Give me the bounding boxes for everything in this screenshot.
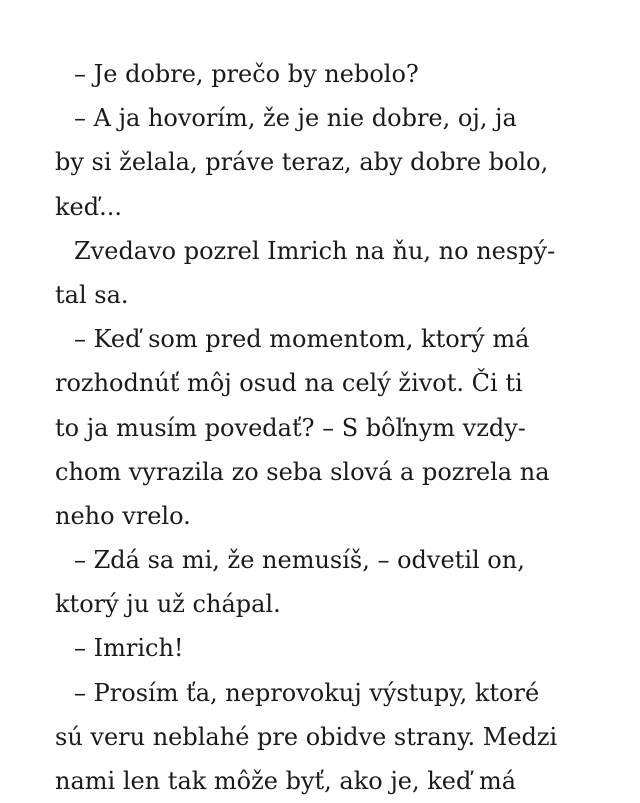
text-line: – Zdá sa mi, že nemusíš, – odvetil on,	[74, 546, 525, 575]
text-line: – Keď som pred momentom, ktorý má	[74, 325, 530, 354]
text-line: keď...	[55, 192, 122, 221]
text-line: neho vrelo.	[55, 501, 191, 530]
text-line: – Prosím ťa, neprovokuj výstupy, ktoré	[74, 678, 540, 707]
text-line: ktorý ju už chápal.	[55, 590, 281, 619]
text-line: chom vyrazila zo seba slová a pozrela na	[55, 457, 550, 486]
text-line: nami len tak môže byť, ako je, keď má	[55, 767, 517, 795]
text-line: to ja musím povedať? – S bôľnym vzdy-	[55, 413, 526, 442]
text-line: sú veru neblahé pre obidve strany. Medzi	[55, 722, 558, 751]
page-text	[55, 52, 600, 803]
text-line: tal sa.	[55, 280, 129, 309]
text-line: Zvedavo pozrel Imrich na ňu, no nespý-	[74, 236, 556, 265]
text-line: – Je dobre, prečo by nebolo?	[74, 60, 419, 88]
text-line: – A ja hovorím, že je nie dobre, oj, ja	[74, 104, 517, 133]
text-line: rozhodnúť môj osud na celý život. Či ti	[55, 369, 523, 398]
text-line: – Imrich!	[74, 634, 184, 663]
text-line: by si želala, práve teraz, aby dobre bolo,	[55, 148, 549, 177]
